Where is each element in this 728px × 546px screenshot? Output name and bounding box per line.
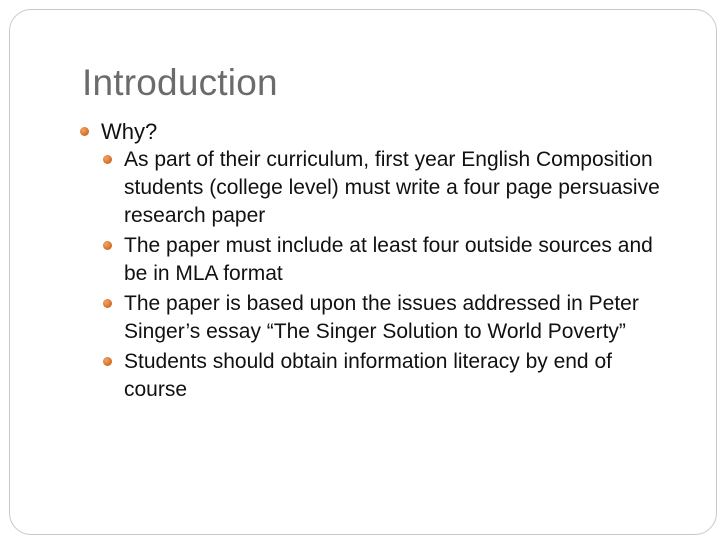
- bullet-list: [78, 118, 678, 404]
- bullet-item-level2: [78, 146, 678, 230]
- bullet-text: As part of their curriculum, first year English Composition students (college level) must write a four page persuasive research paper: [124, 148, 660, 227]
- bullet-text: The paper is based upon the issues addressed in Peter Singer’s essay “The Singer Solution to World Poverty”: [124, 292, 639, 343]
- bullet-text: The paper must include at least four outside sources and be in MLA format: [124, 234, 653, 285]
- bullet-item-level1: [78, 118, 678, 146]
- bullet-icon: [103, 155, 112, 164]
- slide-title: Introduction: [82, 62, 278, 103]
- bullet-text: Why?: [101, 119, 158, 144]
- bullet-text: Students should obtain information literacy by end of course: [124, 350, 612, 401]
- bullet-icon: [103, 357, 112, 366]
- bullet-icon: [103, 299, 112, 308]
- bullet-item-level2: [78, 348, 678, 404]
- bullet-item-level2: [78, 290, 678, 346]
- bullet-icon: [80, 127, 89, 136]
- bullet-item-level2: [78, 232, 678, 288]
- bullet-icon: [103, 241, 112, 250]
